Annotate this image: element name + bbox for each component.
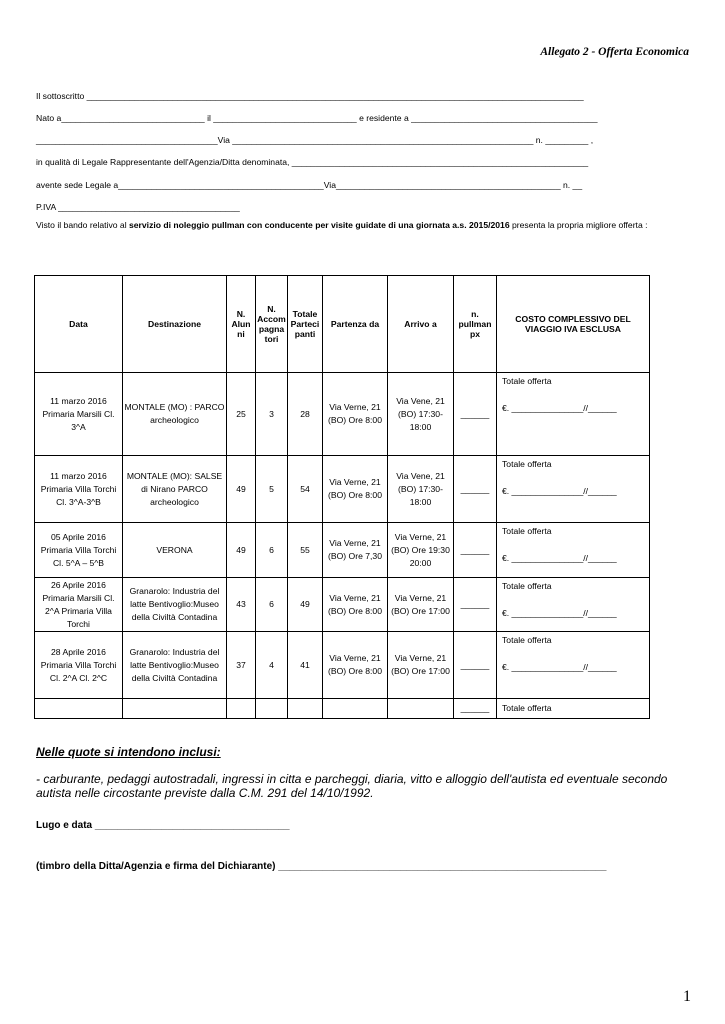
totale-offerta-label: Totale offerta: [502, 635, 552, 645]
cell-partenza: Via Verne, 21 (BO) Ore 7,30: [323, 523, 388, 578]
form-line-piva: P.IVA ______________________________________: [36, 202, 240, 212]
form-line-nato: Nato a______________________________ il ______________________________ e residente a _______________________________________: [36, 113, 598, 123]
cell-empty: [256, 699, 288, 719]
cell-alunni: 43: [227, 578, 256, 632]
table-final-row: [35, 699, 650, 719]
intro-paragraph: [36, 218, 684, 232]
cell-costo: [497, 632, 650, 699]
table-row: [35, 456, 650, 523]
cell-partenza: Via Verne, 21 (BO) Ore 8:00: [323, 456, 388, 523]
cell-pullman-field[interactable]: ______: [454, 523, 497, 578]
page-number: 1: [683, 988, 691, 1005]
cell-partecipanti: 55: [288, 523, 323, 578]
importo-field[interactable]: €. _______________//______: [502, 403, 617, 413]
col-header-accompagnatori: N. Accom pagna tori: [256, 276, 288, 373]
cell-destinazione: VERONA: [123, 523, 227, 578]
timbro-firma-field[interactable]: (timbro della Ditta/Agenzia e firma del Dichiarante) ___________________________________________________________: [36, 861, 607, 872]
table-row: [35, 578, 650, 632]
table-header-row: [35, 276, 650, 373]
cell-destinazione: MONTALE (MO): SALSE di Nirano PARCO archeologico: [123, 456, 227, 523]
cell-costo: [497, 523, 650, 578]
col-header-partenza: Partenza da: [323, 276, 388, 373]
cell-accompagnatori: 6: [256, 578, 288, 632]
cell-empty: [227, 699, 256, 719]
cell-partecipanti: 28: [288, 373, 323, 456]
intro-prefix: Visto il bando relativo al: [36, 220, 129, 230]
importo-field[interactable]: €. _______________//______: [502, 608, 617, 618]
intro-service: servizio di noleggio pullman con conducente per visite guidate di una giornata a.s. 2015/2016: [129, 220, 510, 230]
cell-arrivo: Via Verne, 21 (BO) Ore 17:00: [388, 578, 454, 632]
importo-field[interactable]: €. _______________//______: [502, 662, 617, 672]
cell-partecipanti: 41: [288, 632, 323, 699]
cell-totale-finale: Totale offerta: [497, 699, 650, 719]
cell-partecipanti: 54: [288, 456, 323, 523]
cell-pullman-field[interactable]: ______: [454, 578, 497, 632]
cell-pullman-field[interactable]: ______: [454, 456, 497, 523]
cell-empty: [323, 699, 388, 719]
luogo-data-field[interactable]: Lugo e data ___________________________________: [36, 820, 290, 831]
intro-suffix: presenta la propria migliore offerta :: [509, 220, 648, 230]
cell-data: 28 Aprile 2016 Primaria Villa Torchi Cl. 2^A Cl. 2^C: [35, 632, 123, 699]
cell-empty: [388, 699, 454, 719]
cell-partenza: Via Verne, 21 (BO) Ore 8:00: [323, 373, 388, 456]
form-line-via: ______________________________________Via _______________________________________________________________ n. _________ ,: [36, 135, 594, 145]
col-header-alunni: N. Alun ni: [227, 276, 256, 373]
cell-accompagnatori: 3: [256, 373, 288, 456]
inclusi-text: - carburante, pedaggi autostradali, ingressi in citta e parcheggi, diaria, vitto e alloggio dell'autista ed eventuale secondo autista nelle circostante previste dalla C.M. 291 del 14/10/1992.: [36, 772, 668, 800]
document-header: Allegato 2 - Offerta Economica: [540, 46, 689, 58]
cell-destinazione: Granarolo: Industria del latte Bentivoglio:Museo della Civiltà Contadina: [123, 578, 227, 632]
totale-offerta-label: Totale offerta: [502, 459, 552, 469]
col-header-data: Data: [35, 276, 123, 373]
cell-arrivo: Via Verne, 21 (BO) Ore 19:30 20:00: [388, 523, 454, 578]
form-line-sottoscritto: Il sottoscritto ________________________________________________________________________________________________________: [36, 91, 584, 101]
cell-pullman-field[interactable]: ______: [454, 699, 497, 719]
col-header-partecipanti: Totale Parteci panti: [288, 276, 323, 373]
totale-offerta-label: Totale offerta: [502, 526, 552, 536]
table-row: [35, 632, 650, 699]
col-header-destinazione: Destinazione: [123, 276, 227, 373]
cell-alunni: 49: [227, 523, 256, 578]
cell-data: 26 Aprile 2016 Primaria Marsili Cl. 2^A Primaria Villa Torchi: [35, 578, 123, 632]
cell-empty: [123, 699, 227, 719]
totale-offerta-label: Totale offerta: [502, 376, 552, 386]
cell-partecipanti: 49: [288, 578, 323, 632]
table-row: [35, 523, 650, 578]
cell-costo: [497, 373, 650, 456]
cell-empty: [35, 699, 123, 719]
cell-costo: [497, 456, 650, 523]
cell-data: 11 marzo 2016 Primaria Villa Torchi Cl. 3^A-3^B: [35, 456, 123, 523]
importo-field[interactable]: €. _______________//______: [502, 486, 617, 496]
cell-arrivo: Via Vene, 21 (BO) 17:30-18:00: [388, 373, 454, 456]
cell-destinazione: Granarolo: Industria del latte Bentivoglio:Museo della Civiltà Contadina: [123, 632, 227, 699]
cell-alunni: 25: [227, 373, 256, 456]
cell-pullman-field[interactable]: ______: [454, 632, 497, 699]
cell-destinazione: MONTALE (MO) : PARCO archeologico: [123, 373, 227, 456]
form-line-sede-legale: avente sede Legale a___________________________________________Via_______________________________________________ n. __: [36, 180, 583, 190]
cell-costo: [497, 578, 650, 632]
cell-alunni: 49: [227, 456, 256, 523]
totale-offerta-label: Totale offerta: [502, 581, 552, 591]
inclusi-title: Nelle quote si intendono inclusi:: [36, 745, 221, 759]
cell-alunni: 37: [227, 632, 256, 699]
cell-empty: [288, 699, 323, 719]
table-row: [35, 373, 650, 456]
cell-partenza: Via Verne, 21 (BO) Ore 8:00: [323, 632, 388, 699]
col-header-costo: COSTO COMPLESSIVO DEL VIAGGIO IVA ESCLUSA: [497, 276, 650, 373]
form-line-rappresentante: in qualità di Legale Rappresentante dell'Agenzia/Ditta denominata, ______________________________________________________________: [36, 157, 589, 167]
col-header-pullman: n. pullman px: [454, 276, 497, 373]
col-header-arrivo: Arrivo a: [388, 276, 454, 373]
cell-partenza: Via Verne, 21 (BO) Ore 8:00: [323, 578, 388, 632]
cell-arrivo: Via Vene, 21 (BO) 17:30-18:00: [388, 456, 454, 523]
offer-table: [34, 275, 650, 719]
cell-arrivo: Via Verne, 21 (BO) Ore 17:00: [388, 632, 454, 699]
cell-accompagnatori: 6: [256, 523, 288, 578]
cell-pullman-field[interactable]: ______: [454, 373, 497, 456]
importo-field[interactable]: €. _______________//______: [502, 553, 617, 563]
cell-data: 05 Aprile 2016 Primaria Villa Torchi Cl. 5^A – 5^B: [35, 523, 123, 578]
cell-data: 11 marzo 2016 Primaria Marsili Cl. 3^A: [35, 373, 123, 456]
cell-accompagnatori: 5: [256, 456, 288, 523]
cell-accompagnatori: 4: [256, 632, 288, 699]
